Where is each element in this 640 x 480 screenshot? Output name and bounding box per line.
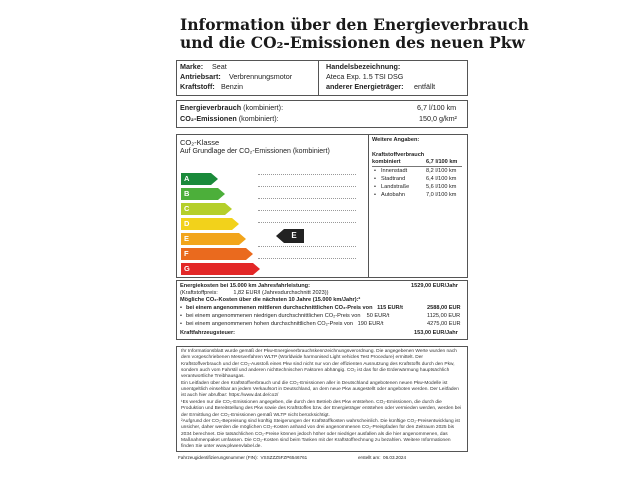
co2-class-label: E bbox=[184, 234, 190, 243]
bullet-icon: • bbox=[374, 176, 376, 182]
co2-class-label: C bbox=[184, 204, 190, 213]
erstellt-text: erstellt am: 06.03.2024 bbox=[358, 455, 407, 460]
weitere-heading: Weitere Angaben: bbox=[372, 137, 420, 143]
steuer-value: 153,00 EUR/Jahr bbox=[414, 330, 458, 336]
weitere-row-label: Autobahn bbox=[381, 192, 405, 198]
co2-cost-row-text: bei einem angenommenen mittleren durchschnittlichen CO₂-Preis von 115 EUR/t bbox=[186, 305, 403, 311]
footnote-paragraph: Ein Leitfaden über den Kraftstoffverbrauch und die CO₂-Emissionen aller in Deutschland angebotenen neuen Pkw-Modelle ist unentgeltlich einsehbar an jedem Verkaufsort in Deutschland, an dem neue Pkw ausgestellt oder angeboten werden. Der Leitfaden ist auch hier abrufbar: https://www.dat.de/co2/ bbox=[181, 380, 459, 399]
andere-value: entfällt bbox=[414, 82, 436, 91]
co2-class-a bbox=[181, 173, 218, 185]
marke-label: Marke: bbox=[180, 62, 204, 71]
bullet-icon: • bbox=[180, 321, 182, 327]
co2-class-b bbox=[181, 188, 225, 200]
footnote-paragraph: ¹Es werden nur die CO₂-Emissionen angegeben, die durch den Betrieb des Pkw entstehen. CO₂-Emissionen, die durch die Produktion und Bereitstellung des Pkw sowie des Kraftstoffes bzw. der Energieträger entstehen oder vermieden werden, werden bei der Ermittlung der CO₂-Emissionen gemäß WLTP nicht berücksichtigt. bbox=[181, 399, 462, 418]
antrieb-label: Antriebsart: bbox=[180, 72, 221, 81]
weitere-row-label: Landstraße bbox=[381, 184, 410, 190]
weitere-row-label: Stadtrand bbox=[381, 176, 406, 182]
weitere-row-value: 8,2 l/100 km bbox=[426, 168, 457, 174]
weitere-row-value: 5,6 l/100 km bbox=[426, 184, 457, 190]
co2-cost-row-value: 1125,00 EUR bbox=[427, 313, 461, 319]
weitere-row-value: 6,4 l/100 km bbox=[426, 176, 457, 182]
co2-suffix: (kombiniert): bbox=[238, 114, 279, 123]
title-line-1: Information über den Energieverbrauch bbox=[180, 15, 529, 34]
marke-value: Seat bbox=[212, 62, 227, 71]
co2-class-c bbox=[181, 203, 232, 215]
fin-text: Fahrzeugidentifizierungsnummer (FIN): VSSZZZ5FZP6546761 bbox=[178, 455, 308, 460]
title-line-2: und die CO₂-Emissionen des neuen Pkw bbox=[180, 33, 525, 52]
co2-class-label: F bbox=[184, 249, 189, 258]
energiekosten-label: Energiekosten bei 15.000 km Jahresfahrleistung: bbox=[180, 283, 310, 289]
co2-class-f bbox=[181, 248, 253, 260]
handels-label: Handelsbezeichnung: bbox=[326, 62, 401, 71]
co2-cost-row-text: bei einem angenommenen hohen durchschnittlichen CO₂-Preis von 190 EUR/t bbox=[186, 321, 384, 327]
page-title bbox=[180, 15, 529, 52]
bullet-icon: • bbox=[180, 313, 182, 319]
bullet-icon: • bbox=[374, 184, 376, 190]
current-class-indicator bbox=[276, 229, 304, 243]
footnotes-box bbox=[176, 346, 468, 452]
co2-row bbox=[180, 114, 279, 123]
co2-value: 150,0 g/km² bbox=[419, 114, 457, 123]
kraftstoffpreis: (Kraftstoffpreis: 1,82 EUR/l (Jahresdurchschnitt 2023)) bbox=[180, 290, 329, 296]
steuer-label: Kraftfahrzeugsteuer: bbox=[180, 330, 236, 336]
co2-cost-row-value: 4275,00 EUR bbox=[427, 321, 461, 327]
andere-label: anderer Energieträger: bbox=[326, 82, 404, 91]
current-class-label: E bbox=[284, 229, 304, 243]
bullet-icon: • bbox=[374, 192, 376, 198]
co2-class-label: G bbox=[184, 264, 190, 273]
footnote-paragraph: ²Aufgrund der CO₂-Bepreisung sind künftig Steigerungen der Kraftstoffkosten wahrscheinlich. Die künftige CO₂-Preisentwicklung ist unsicher, daher werden die möglichen CO₂-Kosten anhand von drei angenommenen CO₂-Preispfaden für den Zeitraum 2025 bis 2034 berechnet. Die tatsächlichen CO₂-Preise können jedoch höher oder niedriger ausfallen als die hier angenommenen, das Maßnahmenpaket umfassen. Die CO₂-Kosten sind beim Tanken mit der Kraftstoffrechnung zu bezahlen. Weitere Informationen finden Sie unter www.pkwenvlabel.de. bbox=[181, 419, 460, 450]
energie-row bbox=[180, 103, 283, 112]
co2-class-heading: CO₂-Klasse bbox=[180, 138, 220, 147]
moegliche-label: Mögliche CO₂-Kosten über die nächsten 10 Jahre (15.000 km/Jahr):² bbox=[180, 297, 361, 303]
bullet-icon: • bbox=[180, 305, 182, 311]
co2-class-label: B bbox=[184, 189, 190, 198]
antrieb-value: Verbrennungsmotor bbox=[229, 72, 293, 81]
weitere-row-value: 7,0 l/100 km bbox=[426, 192, 457, 198]
co2-class-subheading: Auf Grundlage der CO₂-Emissionen (kombiniert) bbox=[180, 148, 330, 155]
kraftstoff-value: Benzin bbox=[221, 82, 243, 91]
co2-class-e bbox=[181, 233, 246, 245]
energie-suffix: (kombiniert): bbox=[243, 103, 284, 112]
energiekosten-value: 1529,00 EUR/Jahr bbox=[411, 283, 458, 289]
co2-class-label: D bbox=[184, 219, 190, 228]
bullet-icon: • bbox=[374, 168, 376, 174]
co2-cost-row-text: bei einem angenommenen niedrigen durchschnittlichen CO₂-Preis von 50 EUR/t bbox=[186, 313, 390, 319]
co2-class-d bbox=[181, 218, 239, 230]
kraftstoff-label: Kraftstoff: bbox=[180, 82, 215, 91]
energie-label: Energieverbrauch bbox=[180, 103, 242, 112]
co2-label: CO₂-Emissionen bbox=[180, 114, 237, 123]
co2-class-g bbox=[181, 263, 260, 275]
footnote-paragraph: Ihr Informationsblatt wurde gemäß der Pkw-Energieverbrauchskennzeichnungsverordnung. Die angegebenen Werte wurden nach dem vorgeschriebenen Messverfahren WLTP (Worldwide harmonised Light vehicles Test Procedure) ermittelt. Der Kraftstoffverbrauch und der CO₂-Ausstoß eines Pkw sind nicht nur von der effizienten Ausnutzung des Kraftstoffs durch den Pkw, sondern auch vom Fahrstil und anderen nichttechnischen Faktoren abhängig. CO₂ ist das für die Erderwärmung hauptsächlich verantwortliche Treibhausgas. bbox=[181, 349, 457, 380]
kv-heading: Kraftstoffverbrauch bbox=[372, 152, 425, 158]
energie-value: 6,7 l/100 km bbox=[417, 103, 457, 112]
kombiniert-value: 6,7 l/100 km bbox=[426, 159, 458, 165]
kombiniert-label: kombiniert bbox=[372, 159, 401, 165]
co2-cost-row-value: 2588,00 EUR bbox=[427, 305, 461, 311]
handels-value: Ateca Exp. 1.5 TSI DSG bbox=[326, 72, 404, 81]
co2-class-label: A bbox=[184, 174, 190, 183]
weitere-row-label: Innenstadt bbox=[381, 168, 408, 174]
